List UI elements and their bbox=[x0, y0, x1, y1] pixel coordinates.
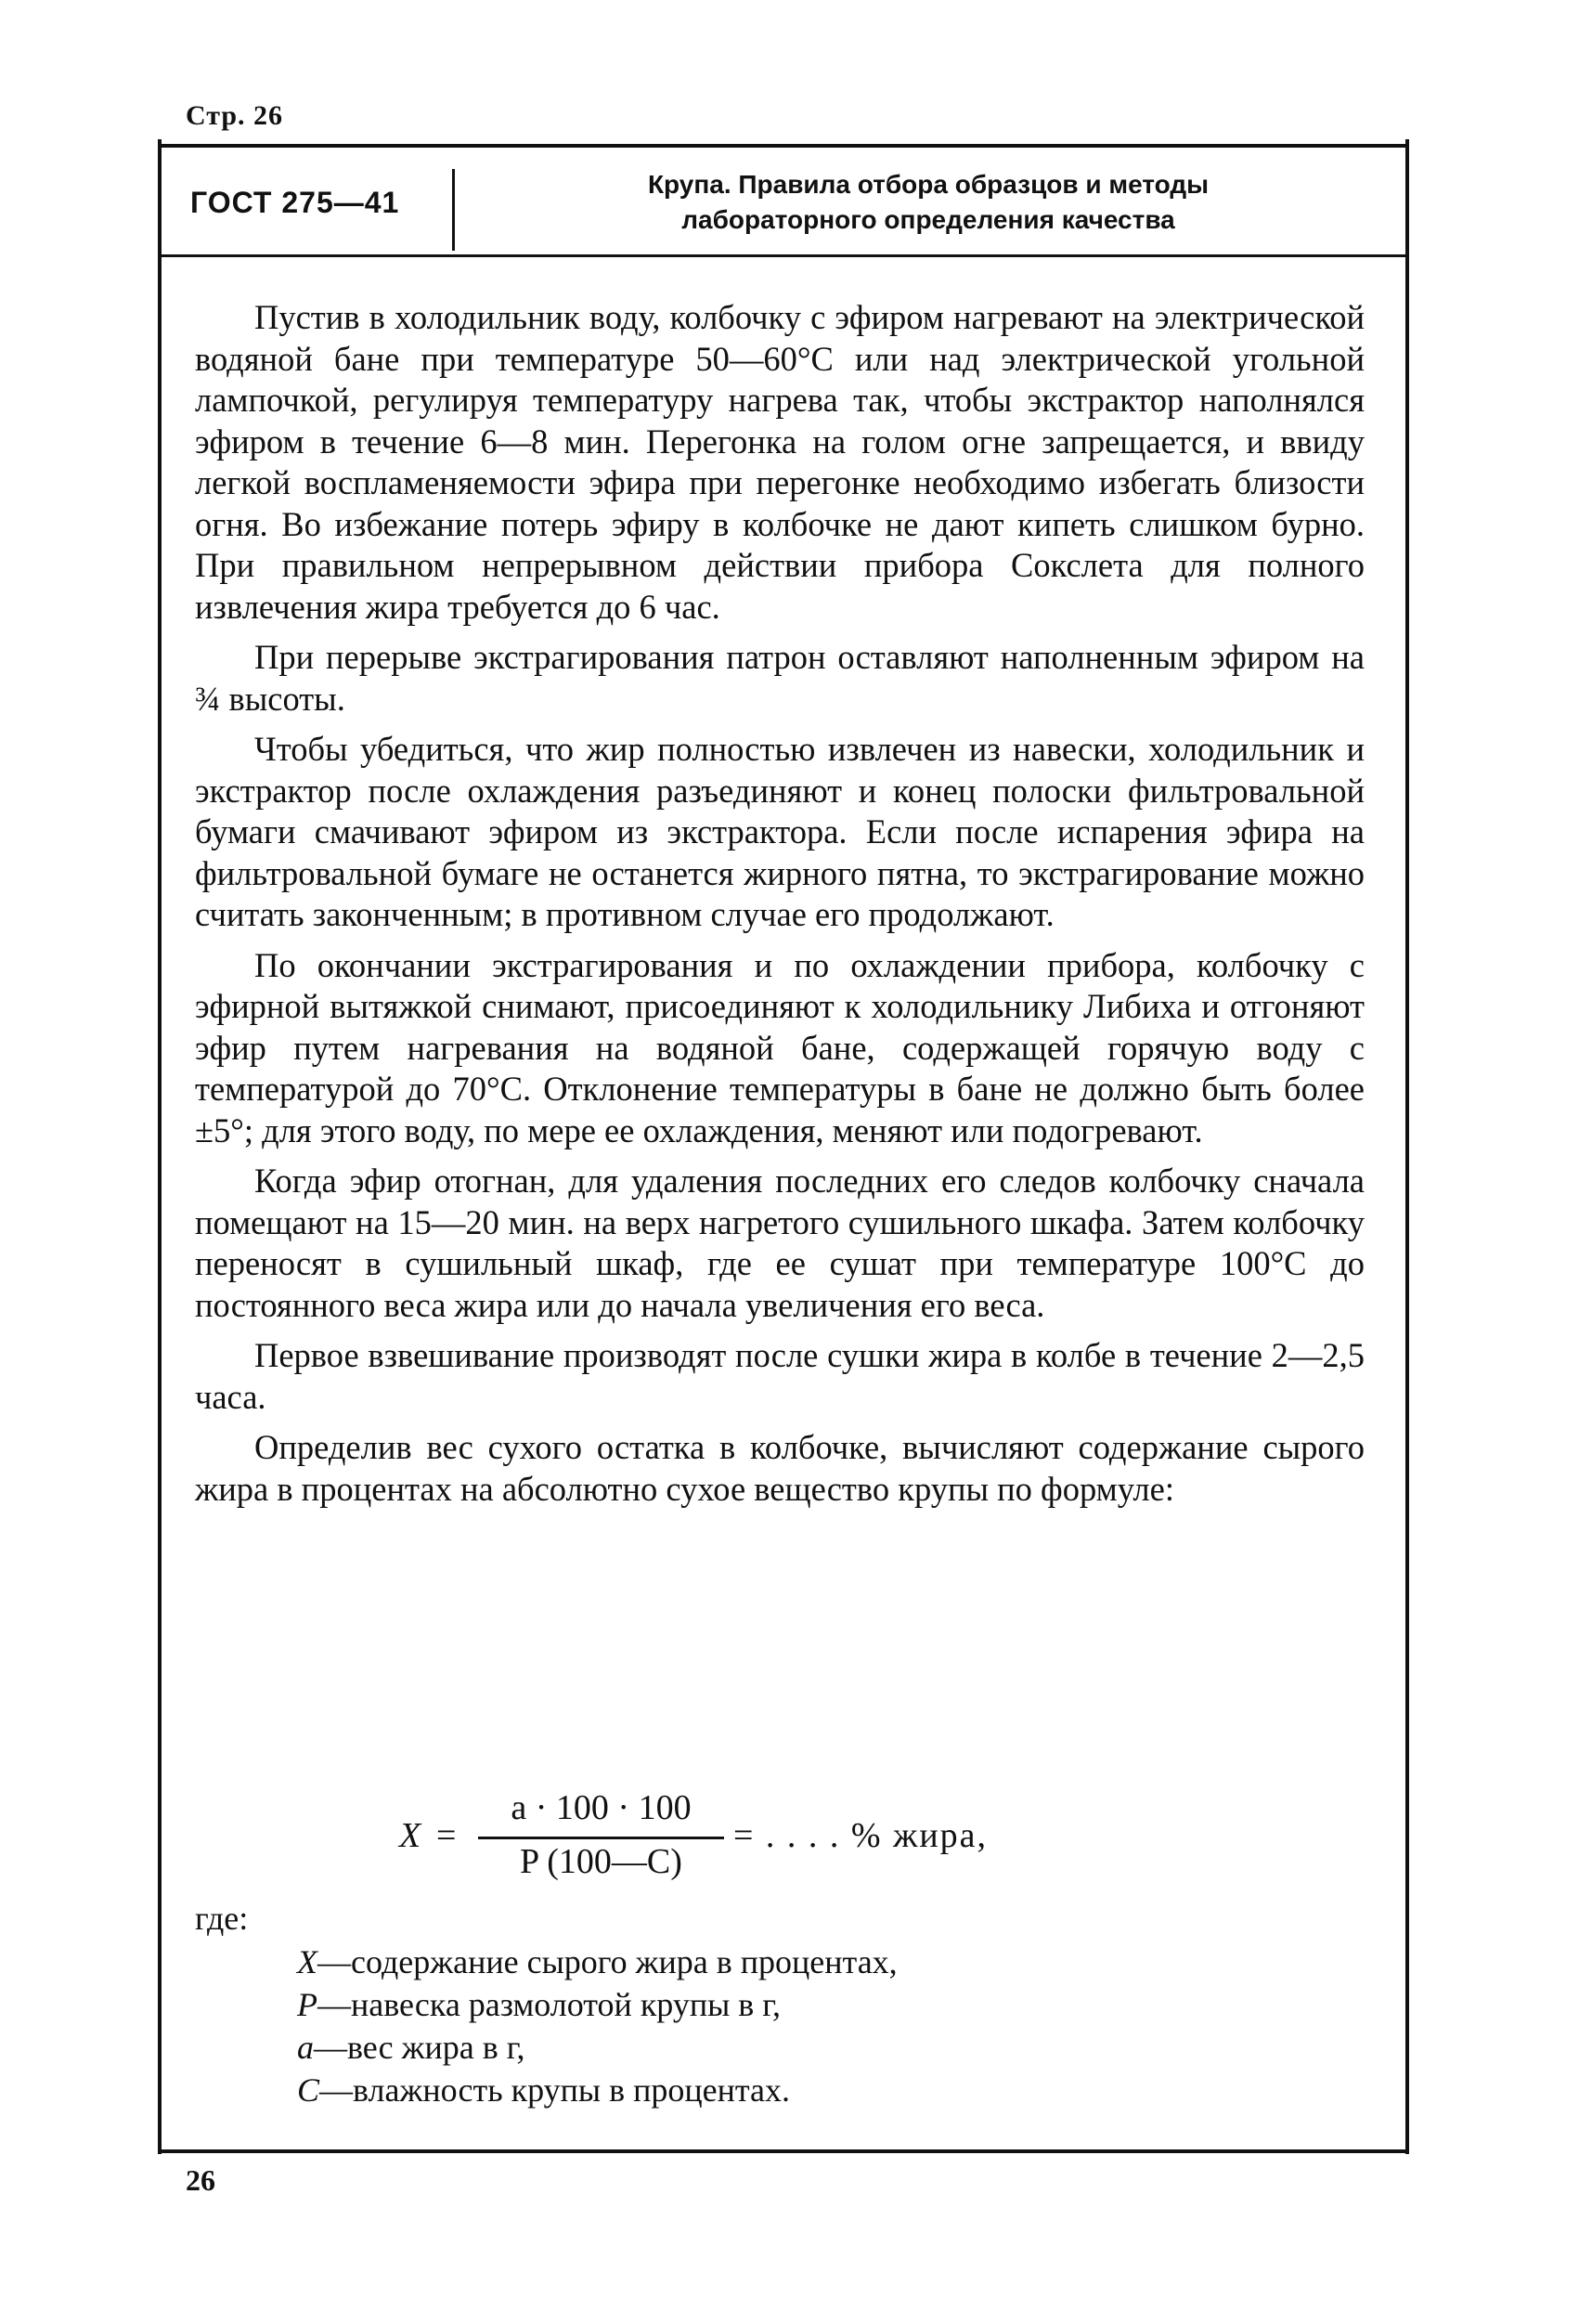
fat-formula bbox=[399, 1787, 1235, 1889]
legend-symbol: X bbox=[297, 1943, 317, 1980]
header-bottom-rule bbox=[158, 254, 1409, 257]
page-label: Стр. 26 bbox=[186, 100, 284, 131]
legend-text: —навеска размолотой крупы в г, bbox=[317, 1986, 781, 2023]
formula-equals: = bbox=[436, 1816, 457, 1855]
paragraph: Когда эфир отогнан, для удаления последних его следов колбочку сначала помещают на 15—20 мин. на верх нагретого сушильного шкафа. Затем колбочку переносят в сушильный шкаф, где ее сушат при температуре 100°С до постоянного веса жира или до начала увеличения его веса. bbox=[195, 1162, 1365, 1324]
formula-lhs: X bbox=[399, 1816, 421, 1855]
header-separator bbox=[452, 169, 455, 251]
paragraph: Пустив в холодильник воду, колбочку с эфиром нагревают на электрической водяной бане при температуре 50—60°С или над электрической угольной лампочкой, регулируя температуру нагрева так, чтобы экстрактор наполнялся эфиром в течение 6—8 мин. Перегонка на голом огне запрещается, и ввиду легкой воспламеняемости эфира при перегонке необходимо избегать близости огня. Во избежание потерь эфиру в колбочке не дают кипеть слишком бурно. При правильном непрерывном действии прибора Сокслета для полного извлечения жира требуется до 6 час. bbox=[195, 298, 1365, 626]
legend-item bbox=[297, 1983, 898, 2026]
footer-rule bbox=[158, 2149, 1409, 2153]
fraction-bar bbox=[478, 1837, 724, 1839]
title-line-2: лабораторного определения качества bbox=[681, 205, 1175, 234]
formula-numerator: a · 100 · 100 bbox=[511, 1788, 692, 1827]
legend-item bbox=[297, 2069, 898, 2111]
formula-legend bbox=[297, 1941, 898, 2111]
formula-denominator: P (100—C) bbox=[520, 1842, 682, 1881]
legend-symbol: P bbox=[297, 1986, 317, 2023]
paragraph: Определив вес сухого остатка в колбочке, вычисляют содержание сырого жира в процентах на абсолютно сухое вещество крупы по формуле: bbox=[195, 1428, 1365, 1508]
legend-symbol: C bbox=[297, 2071, 320, 2109]
paragraph: По окончании экстрагирования и по охлаждении прибора, колбочку с эфирной вытяжкой снимают, присоединяют к холодильнику Либиха и отгоняют эфир путем нагревания на водяной бане, содержащей горячую воду с температурой до 70°С. Отклонение температуры в бане не должно быть более ±5°; для этого воду, по мере ее охлаждения, меняют или подогревают. bbox=[195, 945, 1365, 1149]
paragraph: При перерыве экстрагирования патрон оставляют наполненным эфиром на ¾ высоты. bbox=[195, 638, 1365, 718]
legend-text: —содержание сырого жира в процентах, bbox=[317, 1943, 898, 1980]
paragraph: Первое взвешивание производят после сушки жира в колбе в течение 2—2,5 часа. bbox=[195, 1336, 1365, 1416]
standard-code: ГОСТ 275—41 bbox=[190, 186, 400, 219]
where-label: где: bbox=[195, 1900, 249, 1937]
legend-item bbox=[297, 2026, 898, 2069]
header-top-rule bbox=[158, 144, 1409, 148]
legend-text: —влажность крупы в процентах. bbox=[319, 2071, 791, 2109]
body-text bbox=[195, 297, 1365, 1519]
paragraph: Чтобы убедиться, что жир полностью извлечен из навески, холодильник и экстрактор после охлаждения разъединяют и конец полоски фильтровальной бумаги смачивают эфиром из экстрактора. Если после испарения эфира на фильтровальной бумаге не останется жирного пятна, то экстрагирование можно считать законченным; в противном случае его продолжают. bbox=[195, 730, 1365, 933]
formula-result: = . . . . % жира, bbox=[733, 1816, 989, 1855]
page-number: 26 bbox=[186, 2163, 215, 2197]
legend-text: —вес жира в г, bbox=[314, 2029, 525, 2066]
standard-title bbox=[501, 167, 1355, 238]
legend-item bbox=[297, 1941, 898, 1983]
title-line-1: Крупа. Правила отбора образцов и методы bbox=[647, 170, 1210, 199]
legend-symbol: a bbox=[297, 2029, 314, 2066]
